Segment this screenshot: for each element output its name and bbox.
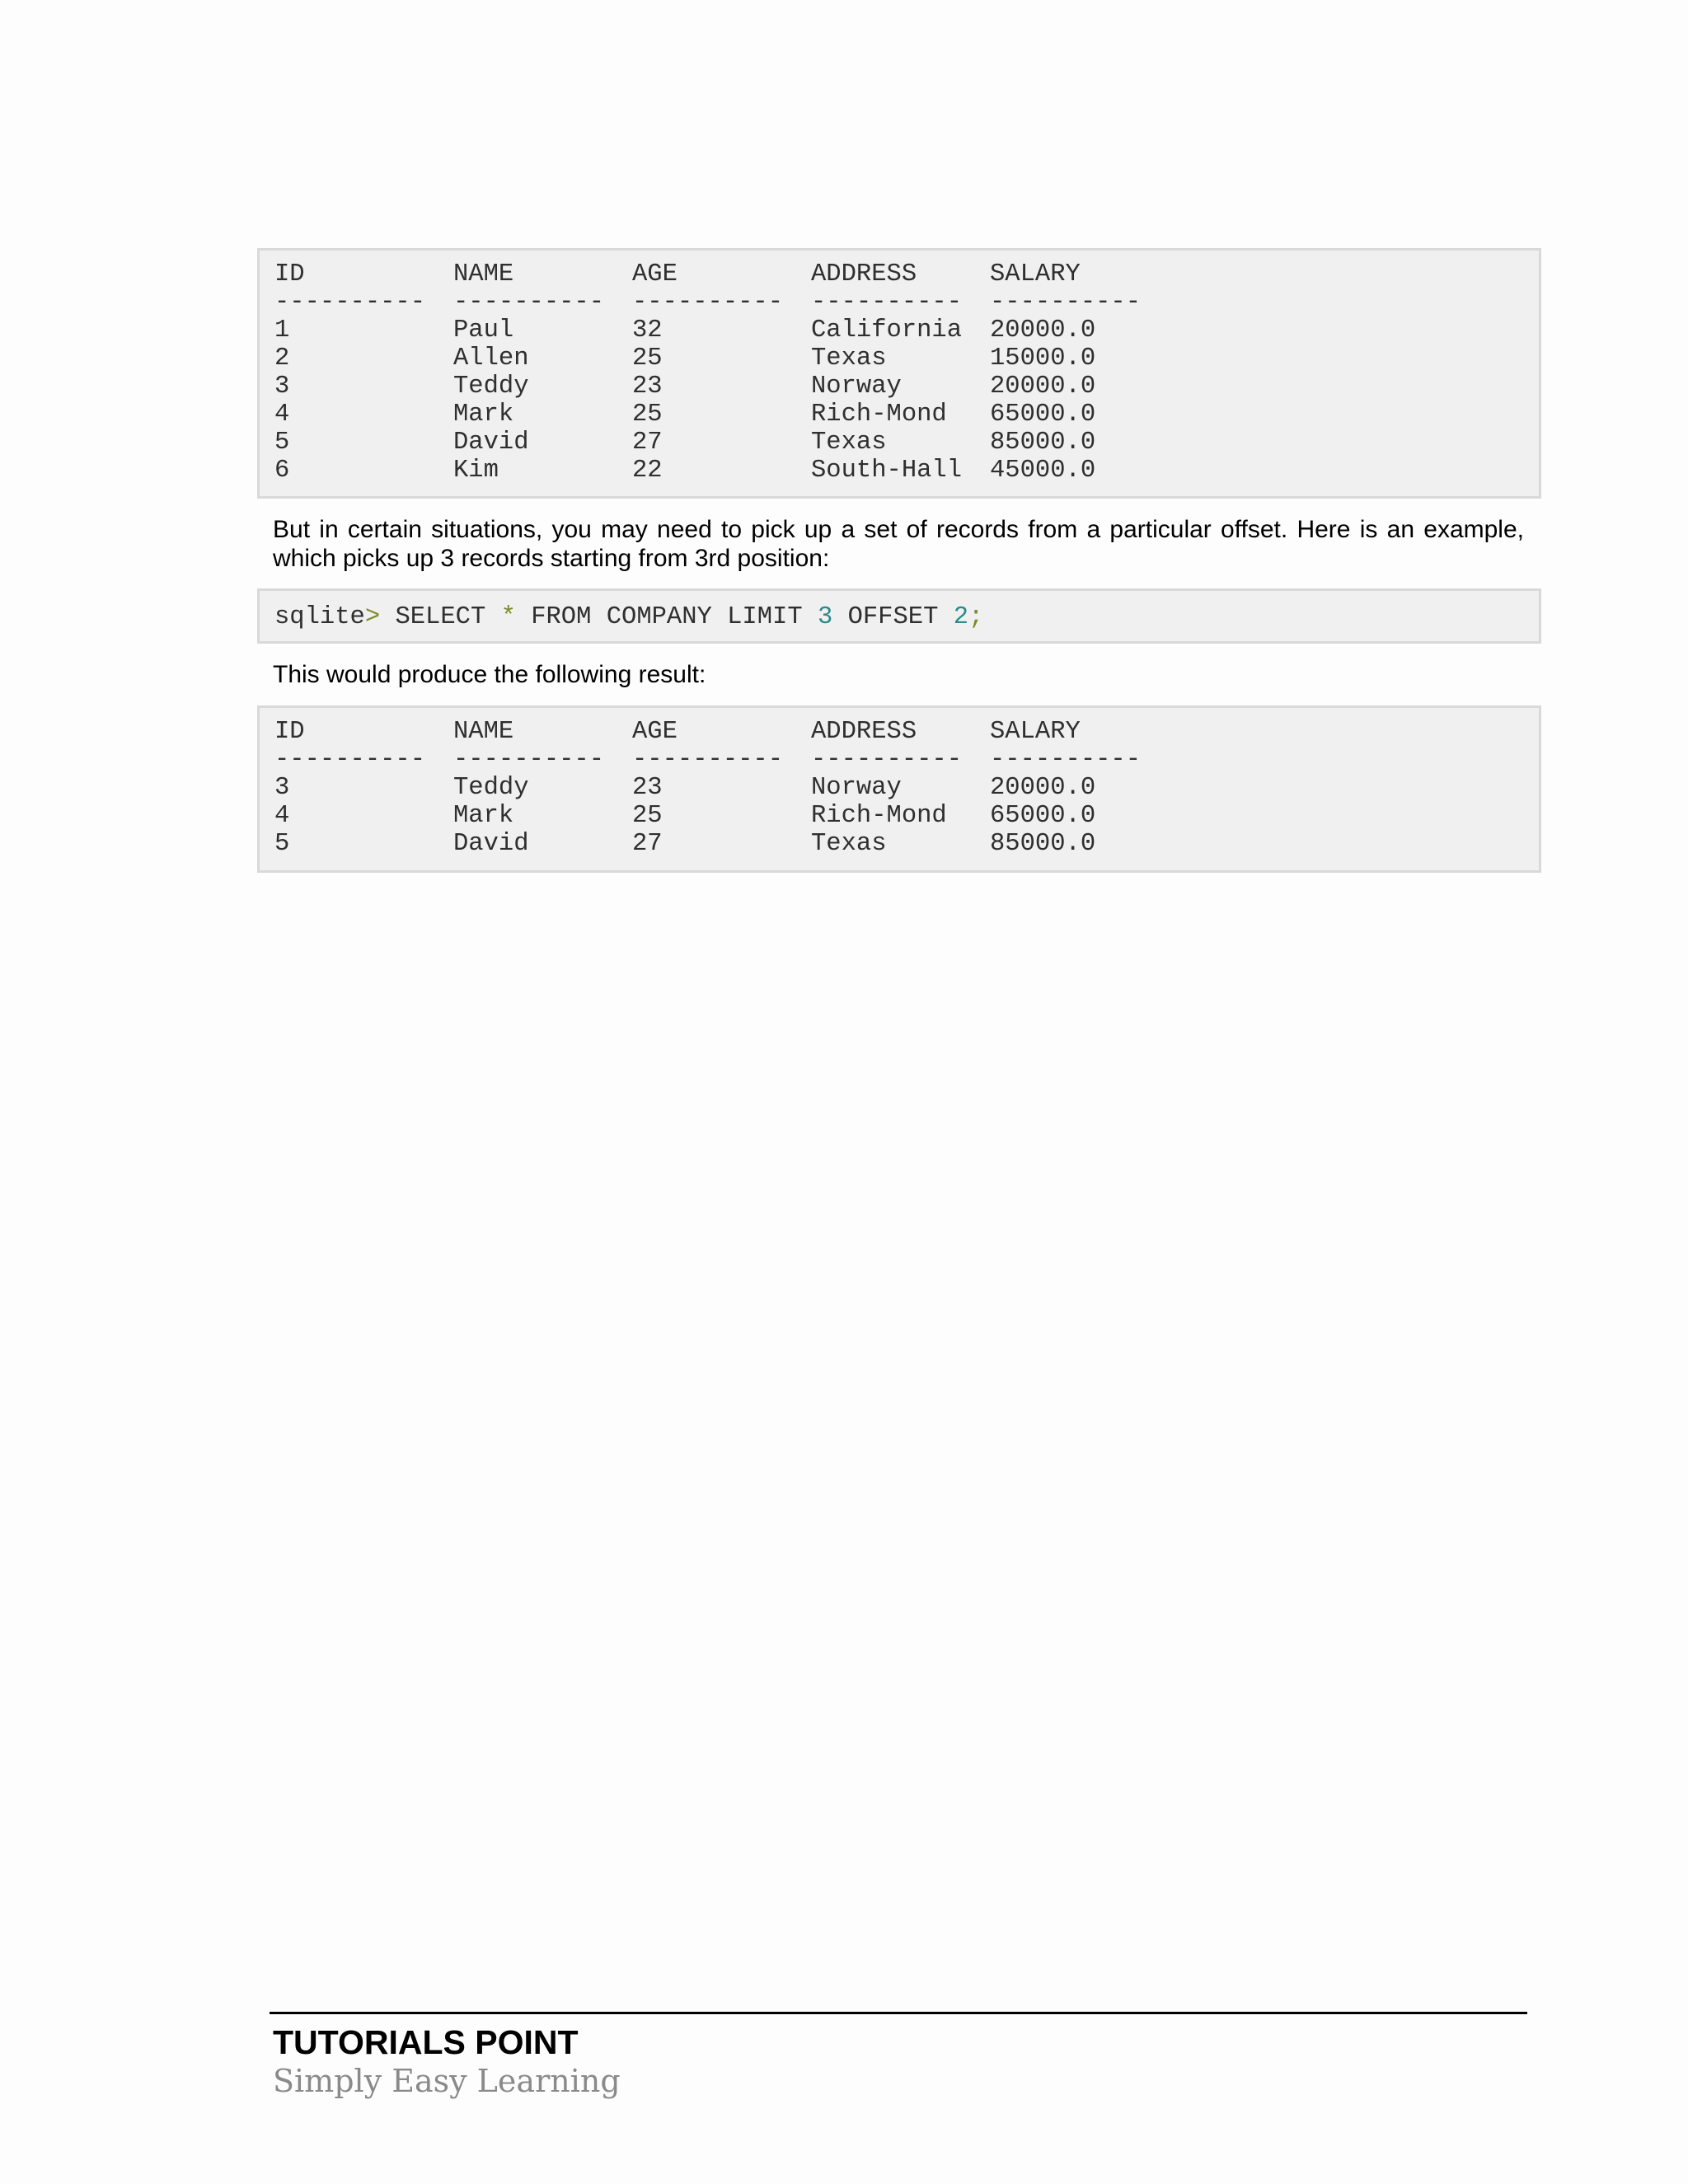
table-row xyxy=(274,802,1539,830)
query-result-table-offset xyxy=(257,705,1541,873)
cell-id: 5 xyxy=(274,429,290,457)
separator: ---------- xyxy=(632,288,784,316)
cell-age: 25 xyxy=(632,344,663,373)
query-result-table-all xyxy=(257,248,1541,499)
sql-prompt: sqlite xyxy=(274,603,365,631)
footer-divider xyxy=(270,2012,1527,2014)
sql-select-keyword: SELECT xyxy=(380,603,501,631)
cell-name: David xyxy=(453,429,529,457)
header-id: ID xyxy=(274,718,305,746)
cell-age: 25 xyxy=(632,401,663,429)
header-name: NAME xyxy=(453,718,514,746)
separator: ---------- xyxy=(453,746,605,774)
cell-address: South-Hall xyxy=(811,457,963,485)
table-row xyxy=(274,316,1539,344)
table-separator-row xyxy=(274,288,1539,316)
cell-age: 22 xyxy=(632,457,663,485)
separator: ---------- xyxy=(811,746,963,774)
cell-age: 25 xyxy=(632,802,663,830)
cell-address: Norway xyxy=(811,774,902,802)
header-id: ID xyxy=(274,260,305,288)
cell-id: 1 xyxy=(274,316,290,344)
separator: ---------- xyxy=(990,746,1142,774)
table-row xyxy=(274,373,1539,401)
cell-id: 6 xyxy=(274,457,290,485)
body-paragraph-result-intro: This would produce the following result: xyxy=(273,661,706,688)
cell-id: 5 xyxy=(274,830,290,858)
cell-age: 27 xyxy=(632,830,663,858)
table-row xyxy=(274,830,1539,858)
cell-address: California xyxy=(811,316,963,344)
sql-star: * xyxy=(500,603,516,631)
separator: ---------- xyxy=(990,288,1142,316)
table-header-row xyxy=(274,260,1539,288)
cell-address: Norway xyxy=(811,373,902,401)
cell-name: Kim xyxy=(453,457,499,485)
cell-salary: 20000.0 xyxy=(990,373,1096,401)
header-address: ADDRESS xyxy=(811,260,917,288)
header-age: AGE xyxy=(632,718,678,746)
sql-code-block xyxy=(257,588,1541,644)
cell-name: Teddy xyxy=(453,774,529,802)
cell-age: 23 xyxy=(632,774,663,802)
cell-age: 27 xyxy=(632,429,663,457)
separator: ---------- xyxy=(274,288,426,316)
sql-offset-keyword: OFFSET xyxy=(832,603,954,631)
header-salary: SALARY xyxy=(990,718,1081,746)
separator: ---------- xyxy=(274,746,426,774)
cell-address: Texas xyxy=(811,344,887,373)
cell-salary: 20000.0 xyxy=(990,316,1096,344)
cell-name: Paul xyxy=(453,316,514,344)
sql-offset-value: 2 xyxy=(953,603,969,631)
cell-salary: 65000.0 xyxy=(990,401,1096,429)
table-header-row xyxy=(274,718,1539,746)
header-salary: SALARY xyxy=(990,260,1081,288)
sql-terminator: ; xyxy=(968,603,984,631)
cell-salary: 45000.0 xyxy=(990,457,1096,485)
cell-age: 32 xyxy=(632,316,663,344)
footer-tagline: Simply Easy Learning xyxy=(273,2063,621,2099)
cell-name: Mark xyxy=(453,401,514,429)
cell-name: David xyxy=(453,830,529,858)
cell-name: Allen xyxy=(453,344,529,373)
header-address: ADDRESS xyxy=(811,718,917,746)
cell-salary: 15000.0 xyxy=(990,344,1096,373)
table-row xyxy=(274,401,1539,429)
sql-prompt-symbol: > xyxy=(364,603,381,631)
table-separator-row xyxy=(274,746,1539,774)
cell-salary: 85000.0 xyxy=(990,429,1096,457)
cell-salary: 20000.0 xyxy=(990,774,1096,802)
cell-address: Texas xyxy=(811,429,887,457)
cell-age: 23 xyxy=(632,373,663,401)
header-age: AGE xyxy=(632,260,678,288)
sql-limit-value: 3 xyxy=(817,603,833,631)
footer-brand: TUTORIALS POINT xyxy=(273,2023,579,2061)
cell-id: 4 xyxy=(274,401,290,429)
body-paragraph-offset-intro: But in certain situations, you may need to pick up a set of records from a particular offset. Here is an example, which picks up 3 records starting from 3rd position: xyxy=(273,516,1524,572)
separator: ---------- xyxy=(811,288,963,316)
cell-id: 3 xyxy=(274,774,290,802)
cell-address: Rich-Mond xyxy=(811,802,947,830)
header-name: NAME xyxy=(453,260,514,288)
cell-name: Mark xyxy=(453,802,514,830)
separator: ---------- xyxy=(632,746,784,774)
table-row xyxy=(274,774,1539,802)
cell-name: Teddy xyxy=(453,373,529,401)
cell-salary: 85000.0 xyxy=(990,830,1096,858)
sql-statement xyxy=(274,603,1539,631)
table-row xyxy=(274,344,1539,373)
table-row xyxy=(274,429,1539,457)
table-row xyxy=(274,457,1539,485)
cell-id: 4 xyxy=(274,802,290,830)
separator: ---------- xyxy=(453,288,605,316)
cell-id: 3 xyxy=(274,373,290,401)
sql-from-limit: FROM COMPANY LIMIT xyxy=(515,603,818,631)
cell-salary: 65000.0 xyxy=(990,802,1096,830)
cell-id: 2 xyxy=(274,344,290,373)
cell-address: Rich-Mond xyxy=(811,401,947,429)
cell-address: Texas xyxy=(811,830,887,858)
